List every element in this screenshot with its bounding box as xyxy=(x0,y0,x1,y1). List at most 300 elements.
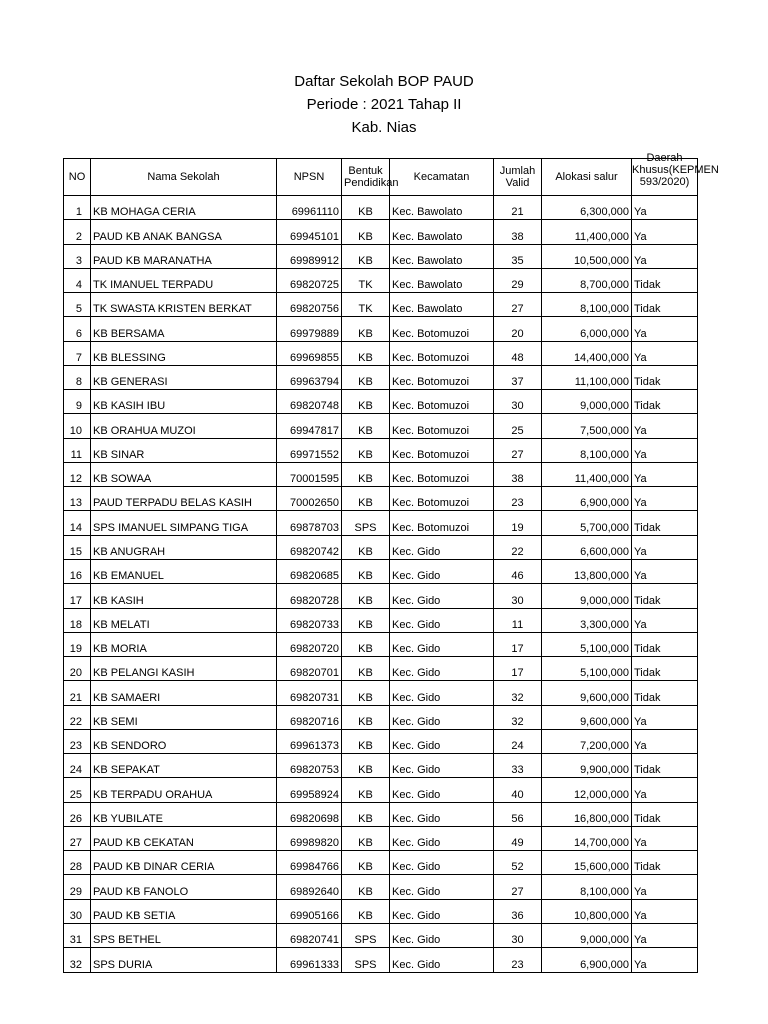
cell-daerah-khusus: Ya xyxy=(632,608,698,632)
cell-daerah-khusus: Ya xyxy=(632,826,698,850)
cell-jumlah-valid: 27 xyxy=(494,438,542,462)
cell-kecamatan: Kec. Gido xyxy=(390,948,494,972)
cell-bentuk: TK xyxy=(342,268,390,292)
cell-kecamatan: Kec. Gido xyxy=(390,826,494,850)
cell-daerah-khusus: Tidak xyxy=(632,390,698,414)
cell-jumlah-valid: 49 xyxy=(494,826,542,850)
cell-bentuk: KB xyxy=(342,462,390,486)
cell-alokasi: 14,400,000 xyxy=(542,341,632,365)
cell-kecamatan: Kec. Gido xyxy=(390,875,494,899)
cell-kecamatan: Kec. Gido xyxy=(390,705,494,729)
col-header-daerah-text: Daerah Khusus(KEPMEN 593/2020) xyxy=(632,152,719,188)
cell-kecamatan: Kec. Bawolato xyxy=(390,220,494,244)
cell-no: 17 xyxy=(64,584,91,608)
cell-no: 28 xyxy=(64,851,91,875)
cell-daerah-khusus: Ya xyxy=(632,948,698,972)
cell-nama-sekolah: PAUD KB FANOLO xyxy=(91,875,277,899)
cell-no: 4 xyxy=(64,268,91,292)
cell-kecamatan: Kec. Botomuzoi xyxy=(390,511,494,535)
document-region: Kab. Nias xyxy=(351,119,417,136)
cell-npsn: 69905166 xyxy=(277,899,342,923)
cell-daerah-khusus: Tidak xyxy=(632,365,698,389)
cell-daerah-khusus: Ya xyxy=(632,244,698,268)
cell-nama-sekolah: TK IMANUEL TERPADU xyxy=(91,268,277,292)
cell-nama-sekolah: SPS DURIA xyxy=(91,948,277,972)
cell-daerah-khusus: Ya xyxy=(632,923,698,947)
cell-bentuk: KB xyxy=(342,487,390,511)
cell-nama-sekolah: SPS BETHEL xyxy=(91,923,277,947)
cell-alokasi: 9,000,000 xyxy=(542,584,632,608)
cell-npsn: 69961333 xyxy=(277,948,342,972)
cell-no: 29 xyxy=(64,875,91,899)
document-period: Periode : 2021 Tahap II xyxy=(306,96,462,113)
cell-nama-sekolah: SPS IMANUEL SIMPANG TIGA xyxy=(91,511,277,535)
cell-no: 27 xyxy=(64,826,91,850)
cell-bentuk: KB xyxy=(342,341,390,365)
cell-npsn: 69961373 xyxy=(277,729,342,753)
col-header-alokasi: Alokasi salur xyxy=(542,159,632,196)
cell-bentuk: KB xyxy=(342,535,390,559)
cell-nama-sekolah: KB BLESSING xyxy=(91,341,277,365)
cell-alokasi: 5,100,000 xyxy=(542,657,632,681)
cell-nama-sekolah: PAUD KB SETIA xyxy=(91,899,277,923)
cell-bentuk: KB xyxy=(342,608,390,632)
cell-jumlah-valid: 56 xyxy=(494,802,542,826)
cell-kecamatan: Kec. Botomuzoi xyxy=(390,438,494,462)
cell-nama-sekolah: TK SWASTA KRISTEN BERKAT xyxy=(91,293,277,317)
cell-alokasi: 16,800,000 xyxy=(542,802,632,826)
cell-bentuk: KB xyxy=(342,438,390,462)
cell-kecamatan: Kec. Bawolato xyxy=(390,244,494,268)
cell-alokasi: 8,100,000 xyxy=(542,438,632,462)
cell-daerah-khusus: Tidak xyxy=(632,851,698,875)
cell-kecamatan: Kec. Botomuzoi xyxy=(390,390,494,414)
table-row xyxy=(64,632,698,656)
cell-npsn: 70001595 xyxy=(277,462,342,486)
cell-daerah-khusus: Ya xyxy=(632,196,698,220)
cell-jumlah-valid: 21 xyxy=(494,196,542,220)
cell-jumlah-valid: 48 xyxy=(494,341,542,365)
table-row xyxy=(64,365,698,389)
table-row xyxy=(64,293,698,317)
cell-npsn: 69820701 xyxy=(277,657,342,681)
cell-no: 8 xyxy=(64,365,91,389)
cell-bentuk: KB xyxy=(342,584,390,608)
cell-no: 6 xyxy=(64,317,91,341)
cell-nama-sekolah: KB ORAHUA MUZOI xyxy=(91,414,277,438)
cell-alokasi: 7,200,000 xyxy=(542,729,632,753)
cell-bentuk: KB xyxy=(342,414,390,438)
cell-no: 13 xyxy=(64,487,91,511)
col-header-bentuk: Bentuk Pendidikan xyxy=(342,159,390,196)
cell-jumlah-valid: 23 xyxy=(494,487,542,511)
cell-nama-sekolah: KB SENDORO xyxy=(91,729,277,753)
cell-daerah-khusus: Tidak xyxy=(632,802,698,826)
col-header-no: NO xyxy=(64,159,91,196)
cell-kecamatan: Kec. Gido xyxy=(390,851,494,875)
cell-no: 26 xyxy=(64,802,91,826)
table-row xyxy=(64,414,698,438)
cell-no: 16 xyxy=(64,559,91,583)
cell-bentuk: KB xyxy=(342,365,390,389)
cell-nama-sekolah: KB KASIH xyxy=(91,584,277,608)
table-row xyxy=(64,390,698,414)
cell-daerah-khusus: Ya xyxy=(632,875,698,899)
document-title-block xyxy=(0,70,768,139)
cell-npsn: 70002650 xyxy=(277,487,342,511)
cell-kecamatan: Kec. Gido xyxy=(390,923,494,947)
table-row xyxy=(64,535,698,559)
table-row xyxy=(64,802,698,826)
cell-npsn: 69820728 xyxy=(277,584,342,608)
cell-nama-sekolah: PAUD KB MARANATHA xyxy=(91,244,277,268)
cell-nama-sekolah: KB MORIA xyxy=(91,632,277,656)
cell-no: 10 xyxy=(64,414,91,438)
cell-jumlah-valid: 27 xyxy=(494,293,542,317)
col-header-npsn: NPSN xyxy=(277,159,342,196)
document-title: Daftar Sekolah BOP PAUD xyxy=(294,73,474,90)
cell-npsn: 69971552 xyxy=(277,438,342,462)
table-row xyxy=(64,754,698,778)
cell-alokasi: 6,900,000 xyxy=(542,948,632,972)
cell-bentuk: KB xyxy=(342,317,390,341)
cell-jumlah-valid: 29 xyxy=(494,268,542,292)
table-row xyxy=(64,705,698,729)
cell-jumlah-valid: 36 xyxy=(494,899,542,923)
cell-nama-sekolah: PAUD KB CEKATAN xyxy=(91,826,277,850)
cell-nama-sekolah: KB YUBILATE xyxy=(91,802,277,826)
cell-no: 23 xyxy=(64,729,91,753)
cell-alokasi: 10,800,000 xyxy=(542,899,632,923)
cell-npsn: 69945101 xyxy=(277,220,342,244)
cell-bentuk: KB xyxy=(342,705,390,729)
cell-kecamatan: Kec. Gido xyxy=(390,657,494,681)
cell-daerah-khusus: Ya xyxy=(632,317,698,341)
cell-no: 22 xyxy=(64,705,91,729)
cell-no: 15 xyxy=(64,535,91,559)
cell-npsn: 69820720 xyxy=(277,632,342,656)
cell-kecamatan: Kec. Gido xyxy=(390,729,494,753)
cell-no: 1 xyxy=(64,196,91,220)
cell-jumlah-valid: 32 xyxy=(494,705,542,729)
table-row xyxy=(64,729,698,753)
col-header-nama: Nama Sekolah xyxy=(91,159,277,196)
table-row xyxy=(64,875,698,899)
cell-kecamatan: Kec. Gido xyxy=(390,681,494,705)
table-row xyxy=(64,948,698,972)
cell-alokasi: 9,600,000 xyxy=(542,705,632,729)
cell-jumlah-valid: 38 xyxy=(494,462,542,486)
cell-daerah-khusus: Ya xyxy=(632,341,698,365)
cell-kecamatan: Kec. Gido xyxy=(390,559,494,583)
cell-npsn: 69963794 xyxy=(277,365,342,389)
cell-no: 24 xyxy=(64,754,91,778)
cell-bentuk: KB xyxy=(342,559,390,583)
table-row xyxy=(64,317,698,341)
cell-daerah-khusus: Ya xyxy=(632,899,698,923)
cell-alokasi: 9,900,000 xyxy=(542,754,632,778)
cell-nama-sekolah: KB SINAR xyxy=(91,438,277,462)
cell-npsn: 69947817 xyxy=(277,414,342,438)
cell-daerah-khusus: Ya xyxy=(632,559,698,583)
cell-daerah-khusus: Ya xyxy=(632,705,698,729)
cell-nama-sekolah: KB BERSAMA xyxy=(91,317,277,341)
cell-no: 2 xyxy=(64,220,91,244)
cell-bentuk: KB xyxy=(342,244,390,268)
cell-bentuk: KB xyxy=(342,875,390,899)
cell-nama-sekolah: KB ANUGRAH xyxy=(91,535,277,559)
cell-nama-sekolah: KB GENERASI xyxy=(91,365,277,389)
cell-no: 21 xyxy=(64,681,91,705)
cell-jumlah-valid: 30 xyxy=(494,390,542,414)
cell-jumlah-valid: 20 xyxy=(494,317,542,341)
cell-alokasi: 9,000,000 xyxy=(542,923,632,947)
table-body xyxy=(64,196,698,973)
table-row xyxy=(64,559,698,583)
school-table xyxy=(63,152,719,973)
cell-kecamatan: Kec. Bawolato xyxy=(390,268,494,292)
table-row xyxy=(64,851,698,875)
cell-alokasi: 6,000,000 xyxy=(542,317,632,341)
col-header-jumlah: Jumlah Valid xyxy=(494,159,542,196)
cell-npsn: 69878703 xyxy=(277,511,342,535)
cell-daerah-khusus: Ya xyxy=(632,487,698,511)
cell-nama-sekolah: KB KASIH IBU xyxy=(91,390,277,414)
cell-jumlah-valid: 33 xyxy=(494,754,542,778)
cell-alokasi: 11,400,000 xyxy=(542,220,632,244)
cell-jumlah-valid: 35 xyxy=(494,244,542,268)
cell-daerah-khusus: Ya xyxy=(632,438,698,462)
cell-jumlah-valid: 24 xyxy=(494,729,542,753)
cell-daerah-khusus: Tidak xyxy=(632,511,698,535)
cell-alokasi: 8,100,000 xyxy=(542,293,632,317)
cell-bentuk: TK xyxy=(342,293,390,317)
cell-kecamatan: Kec. Bawolato xyxy=(390,196,494,220)
table-row xyxy=(64,462,698,486)
cell-npsn: 69820725 xyxy=(277,268,342,292)
cell-no: 18 xyxy=(64,608,91,632)
cell-bentuk: KB xyxy=(342,778,390,802)
cell-bentuk: KB xyxy=(342,196,390,220)
cell-daerah-khusus: Tidak xyxy=(632,632,698,656)
cell-alokasi: 12,000,000 xyxy=(542,778,632,802)
cell-bentuk: KB xyxy=(342,899,390,923)
cell-jumlah-valid: 22 xyxy=(494,535,542,559)
cell-jumlah-valid: 38 xyxy=(494,220,542,244)
cell-nama-sekolah: KB SAMAERI xyxy=(91,681,277,705)
cell-nama-sekolah: KB TERPADU ORAHUA xyxy=(91,778,277,802)
cell-bentuk: KB xyxy=(342,851,390,875)
cell-npsn: 69989820 xyxy=(277,826,342,850)
cell-bentuk: KB xyxy=(342,220,390,244)
table-row xyxy=(64,899,698,923)
table-row xyxy=(64,778,698,802)
cell-kecamatan: Kec. Gido xyxy=(390,754,494,778)
cell-alokasi: 5,100,000 xyxy=(542,632,632,656)
cell-nama-sekolah: PAUD KB DINAR CERIA xyxy=(91,851,277,875)
cell-npsn: 69892640 xyxy=(277,875,342,899)
cell-npsn: 69820753 xyxy=(277,754,342,778)
cell-jumlah-valid: 37 xyxy=(494,365,542,389)
cell-kecamatan: Kec. Gido xyxy=(390,802,494,826)
cell-alokasi: 10,500,000 xyxy=(542,244,632,268)
cell-nama-sekolah: PAUD TERPADU BELAS KASIH xyxy=(91,487,277,511)
cell-nama-sekolah: KB SOWAA xyxy=(91,462,277,486)
table-row xyxy=(64,438,698,462)
cell-alokasi: 6,900,000 xyxy=(542,487,632,511)
cell-no: 3 xyxy=(64,244,91,268)
cell-npsn: 69820741 xyxy=(277,923,342,947)
cell-alokasi: 3,300,000 xyxy=(542,608,632,632)
cell-daerah-khusus: Ya xyxy=(632,462,698,486)
cell-alokasi: 13,800,000 xyxy=(542,559,632,583)
cell-jumlah-valid: 19 xyxy=(494,511,542,535)
cell-kecamatan: Kec. Botomuzoi xyxy=(390,487,494,511)
cell-kecamatan: Kec. Botomuzoi xyxy=(390,365,494,389)
cell-no: 7 xyxy=(64,341,91,365)
cell-daerah-khusus: Ya xyxy=(632,220,698,244)
cell-npsn: 69979889 xyxy=(277,317,342,341)
cell-bentuk: KB xyxy=(342,390,390,414)
cell-npsn: 69961110 xyxy=(277,196,342,220)
cell-npsn: 69820733 xyxy=(277,608,342,632)
table-row xyxy=(64,608,698,632)
cell-jumlah-valid: 17 xyxy=(494,657,542,681)
cell-kecamatan: Kec. Gido xyxy=(390,778,494,802)
cell-kecamatan: Kec. Gido xyxy=(390,608,494,632)
cell-npsn: 69820716 xyxy=(277,705,342,729)
cell-kecamatan: Kec. Gido xyxy=(390,899,494,923)
table-row xyxy=(64,341,698,365)
cell-no: 5 xyxy=(64,293,91,317)
cell-alokasi: 8,700,000 xyxy=(542,268,632,292)
cell-daerah-khusus: Ya xyxy=(632,414,698,438)
cell-no: 25 xyxy=(64,778,91,802)
cell-daerah-khusus: Tidak xyxy=(632,754,698,778)
cell-jumlah-valid: 40 xyxy=(494,778,542,802)
table-row xyxy=(64,923,698,947)
cell-jumlah-valid: 46 xyxy=(494,559,542,583)
cell-alokasi: 8,100,000 xyxy=(542,875,632,899)
cell-nama-sekolah: KB SEPAKAT xyxy=(91,754,277,778)
cell-kecamatan: Kec. Bawolato xyxy=(390,293,494,317)
cell-alokasi: 9,600,000 xyxy=(542,681,632,705)
cell-nama-sekolah: KB PELANGI KASIH xyxy=(91,657,277,681)
table-row xyxy=(64,196,698,220)
cell-kecamatan: Kec. Gido xyxy=(390,584,494,608)
cell-daerah-khusus: Ya xyxy=(632,535,698,559)
cell-npsn: 69969855 xyxy=(277,341,342,365)
cell-daerah-khusus: Tidak xyxy=(632,681,698,705)
cell-npsn: 69820756 xyxy=(277,293,342,317)
cell-daerah-khusus: Ya xyxy=(632,778,698,802)
cell-no: 20 xyxy=(64,657,91,681)
cell-alokasi: 11,100,000 xyxy=(542,365,632,389)
col-header-daerah xyxy=(632,152,719,196)
cell-no: 19 xyxy=(64,632,91,656)
table-row xyxy=(64,584,698,608)
cell-alokasi: 7,500,000 xyxy=(542,414,632,438)
cell-npsn: 69958924 xyxy=(277,778,342,802)
cell-alokasi: 11,400,000 xyxy=(542,462,632,486)
cell-kecamatan: Kec. Gido xyxy=(390,535,494,559)
cell-npsn: 69820748 xyxy=(277,390,342,414)
cell-alokasi: 9,000,000 xyxy=(542,390,632,414)
cell-kecamatan: Kec. Botomuzoi xyxy=(390,414,494,438)
cell-kecamatan: Kec. Gido xyxy=(390,632,494,656)
cell-nama-sekolah: KB EMANUEL xyxy=(91,559,277,583)
cell-nama-sekolah: PAUD KB ANAK BANGSA xyxy=(91,220,277,244)
cell-bentuk: KB xyxy=(342,729,390,753)
table-row xyxy=(64,220,698,244)
table-row xyxy=(64,268,698,292)
table-row xyxy=(64,681,698,705)
cell-bentuk: KB xyxy=(342,754,390,778)
table-row xyxy=(64,511,698,535)
cell-no: 12 xyxy=(64,462,91,486)
cell-bentuk: KB xyxy=(342,802,390,826)
col-header-kecamatan: Kecamatan xyxy=(390,159,494,196)
cell-bentuk: KB xyxy=(342,657,390,681)
table-row xyxy=(64,244,698,268)
cell-bentuk: SPS xyxy=(342,511,390,535)
cell-bentuk: KB xyxy=(342,632,390,656)
cell-daerah-khusus: Tidak xyxy=(632,584,698,608)
cell-bentuk: KB xyxy=(342,826,390,850)
cell-no: 11 xyxy=(64,438,91,462)
cell-daerah-khusus: Tidak xyxy=(632,657,698,681)
cell-kecamatan: Kec. Botomuzoi xyxy=(390,341,494,365)
table-row xyxy=(64,487,698,511)
cell-jumlah-valid: 30 xyxy=(494,584,542,608)
cell-no: 31 xyxy=(64,923,91,947)
cell-npsn: 69989912 xyxy=(277,244,342,268)
cell-no: 32 xyxy=(64,948,91,972)
cell-daerah-khusus: Tidak xyxy=(632,268,698,292)
cell-alokasi: 14,700,000 xyxy=(542,826,632,850)
cell-no: 9 xyxy=(64,390,91,414)
cell-jumlah-valid: 52 xyxy=(494,851,542,875)
cell-jumlah-valid: 11 xyxy=(494,608,542,632)
cell-alokasi: 5,700,000 xyxy=(542,511,632,535)
cell-jumlah-valid: 32 xyxy=(494,681,542,705)
cell-jumlah-valid: 25 xyxy=(494,414,542,438)
cell-no: 30 xyxy=(64,899,91,923)
cell-bentuk: SPS xyxy=(342,948,390,972)
cell-jumlah-valid: 23 xyxy=(494,948,542,972)
cell-npsn: 69820731 xyxy=(277,681,342,705)
cell-npsn: 69984766 xyxy=(277,851,342,875)
cell-bentuk: KB xyxy=(342,681,390,705)
cell-npsn: 69820685 xyxy=(277,559,342,583)
table-row xyxy=(64,657,698,681)
cell-alokasi: 6,600,000 xyxy=(542,535,632,559)
cell-alokasi: 15,600,000 xyxy=(542,851,632,875)
cell-jumlah-valid: 27 xyxy=(494,875,542,899)
cell-jumlah-valid: 30 xyxy=(494,923,542,947)
cell-kecamatan: Kec. Botomuzoi xyxy=(390,317,494,341)
cell-jumlah-valid: 17 xyxy=(494,632,542,656)
cell-bentuk: SPS xyxy=(342,923,390,947)
cell-nama-sekolah: KB SEMI xyxy=(91,705,277,729)
table-header-row xyxy=(64,159,698,196)
cell-alokasi: 6,300,000 xyxy=(542,196,632,220)
cell-daerah-khusus: Tidak xyxy=(632,293,698,317)
table-row xyxy=(64,826,698,850)
cell-npsn: 69820742 xyxy=(277,535,342,559)
cell-kecamatan: Kec. Botomuzoi xyxy=(390,462,494,486)
cell-npsn: 69820698 xyxy=(277,802,342,826)
